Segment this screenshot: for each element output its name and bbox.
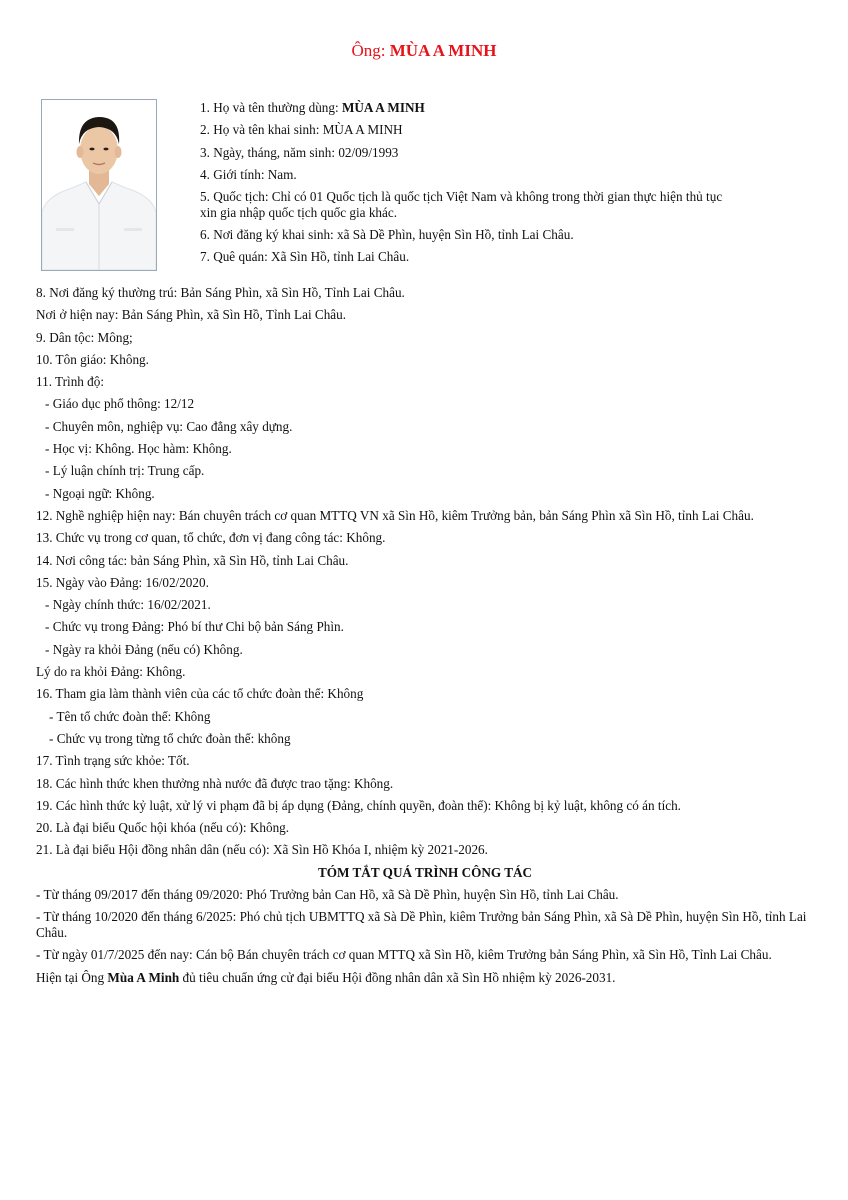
info-line: 19. Các hình thức kỷ luật, xử lý vi phạm đã bị áp dụng (Đảng, chính quyền, đoàn thể): Không bị kỷ luật, không có án tích. xyxy=(36,797,681,813)
gender-line: 4. Giới tính: Nam. xyxy=(200,166,297,182)
info-line: - Lý luận chính trị: Trung cấp. xyxy=(45,463,205,479)
info-line: 10. Tôn giáo: Không. xyxy=(36,351,149,367)
info-line: 21. Là đại biểu Hội đồng nhân dân (nếu có): Xã Sìn Hồ Khóa I, nhiệm kỳ 2021-2026. xyxy=(36,842,488,858)
page-title xyxy=(0,41,848,61)
profile-body xyxy=(36,282,826,989)
info-line: - Tên tổ chức đoàn thể: Không xyxy=(49,708,211,724)
info-line: - Chức vụ trong Đảng: Phó bí thư Chi bộ bản Sáng Phìn. xyxy=(45,619,344,635)
birthplace-line: 6. Nơi đăng ký khai sinh: xã Sà Dề Phìn, huyện Sìn Hồ, tỉnh Lai Châu. xyxy=(200,227,574,243)
career-heading: TÓM TẮT QUÁ TRÌNH CÔNG TÁC xyxy=(317,864,533,880)
info-line: 17. Tình trạng sức khỏe: Tốt. xyxy=(36,753,190,769)
person-portrait-icon xyxy=(42,100,156,270)
info-line: 16. Tham gia làm thành viên của các tổ chức đoàn thể: Không xyxy=(36,686,364,702)
career-item: - Từ tháng 09/2017 đến tháng 09/2020: Phó Trưởng bản Can Hồ, xã Sà Dề Phìn, huyện Sìn Hồ, tỉnh Lai Châu. xyxy=(36,887,619,903)
info-line: - Học vị: Không. Học hàm: Không. xyxy=(45,441,232,457)
info-line: 18. Các hình thức khen thưởng nhà nước đã được trao tặng: Không. xyxy=(36,775,394,791)
nationality-line-2: xin gia nhập quốc tịch quốc gia khác. xyxy=(200,205,398,221)
info-line: Nơi ở hiện nay: Bản Sáng Phìn, xã Sìn Hồ, Tỉnh Lai Châu. xyxy=(36,307,347,323)
hometown-line: 7. Quê quán: Xã Sìn Hồ, tỉnh Lai Châu. xyxy=(200,249,410,265)
info-line: 9. Dân tộc: Mông; xyxy=(36,329,133,345)
info-line: 14. Nơi công tác: bản Sáng Phìn, xã Sìn Hồ, tỉnh Lai Châu. xyxy=(36,552,349,568)
info-line: - Giáo dục phổ thông: 12/12 xyxy=(45,396,195,412)
personal-info xyxy=(200,97,780,269)
info-line: 11. Trình độ: xyxy=(36,374,105,390)
conclusion-line: Hiện tại Ông Mùa A Minh đủ tiêu chuẩn ứng cử đại biểu Hội đồng nhân dân xã Sìn Hồ nhiệm kỳ 2026-2031. xyxy=(36,969,616,985)
portrait-photo xyxy=(41,99,157,271)
career-item: - Từ ngày 01/7/2025 đến nay: Cán bộ Bán chuyên trách cơ quan MTTQ xã Sìn Hồ, kiêm Trưởng bản Sáng Phìn, xã Sìn Hồ, Tỉnh Lai Châu. xyxy=(36,947,772,963)
info-line: - Ngoại ngữ: Không. xyxy=(45,485,155,501)
dob-line: 3. Ngày, tháng, năm sinh: 02/09/1993 xyxy=(200,144,399,160)
info-line: - Chức vụ trong từng tổ chức đoàn thể: không xyxy=(49,730,291,746)
info-line: 13. Chức vụ trong cơ quan, tổ chức, đơn vị đang công tác: Không. xyxy=(36,530,386,546)
career-item: - Từ tháng 10/2020 đến tháng 6/2025: Phó chủ tịch UBMTTQ xã Sà Dề Phìn, kiêm Trưởng bản Sáng Phìn, xã Sà Dề Phìn, huyện Sìn Hồ, tỉnh Lai Châu. xyxy=(36,909,807,941)
info-line: 8. Nơi đăng ký thường trú: Bản Sáng Phìn, xã Sìn Hồ, Tỉnh Lai Châu. xyxy=(36,285,405,300)
title-prefix: Ông: xyxy=(351,41,390,60)
info-line: - Chuyên môn, nghiệp vụ: Cao đẳng xây dựng. xyxy=(45,418,293,434)
common-name-line: 1. Họ và tên thường dùng: MÙA A MINH xyxy=(200,100,425,115)
info-line: 15. Ngày vào Đảng: 16/02/2020. xyxy=(36,574,209,590)
info-line: 12. Nghề nghiệp hiện nay: Bán chuyên trách cơ quan MTTQ VN xã Sìn Hồ, kiêm Trưởng bản, bản Sáng Phìn xã Sìn Hồ, tỉnh Lai Châu. xyxy=(36,507,754,523)
candidate-name: MÙA A MINH xyxy=(389,41,497,60)
info-line: - Ngày chính thức: 16/02/2021. xyxy=(45,597,211,613)
nationality-line-1: 5. Quốc tịch: Chỉ có 01 Quốc tịch là quốc tịch Việt Nam và không trong thời gian thực hiện thủ tục xyxy=(200,189,723,205)
birth-name-line: 2. Họ và tên khai sinh: MÙA A MINH xyxy=(200,122,403,138)
info-line: 20. Là đại biểu Quốc hội khóa (nếu có): Không. xyxy=(36,820,290,836)
info-line: - Ngày ra khỏi Đảng (nếu có) Không. xyxy=(45,641,243,657)
info-line: Lý do ra khỏi Đảng: Không. xyxy=(36,664,186,680)
